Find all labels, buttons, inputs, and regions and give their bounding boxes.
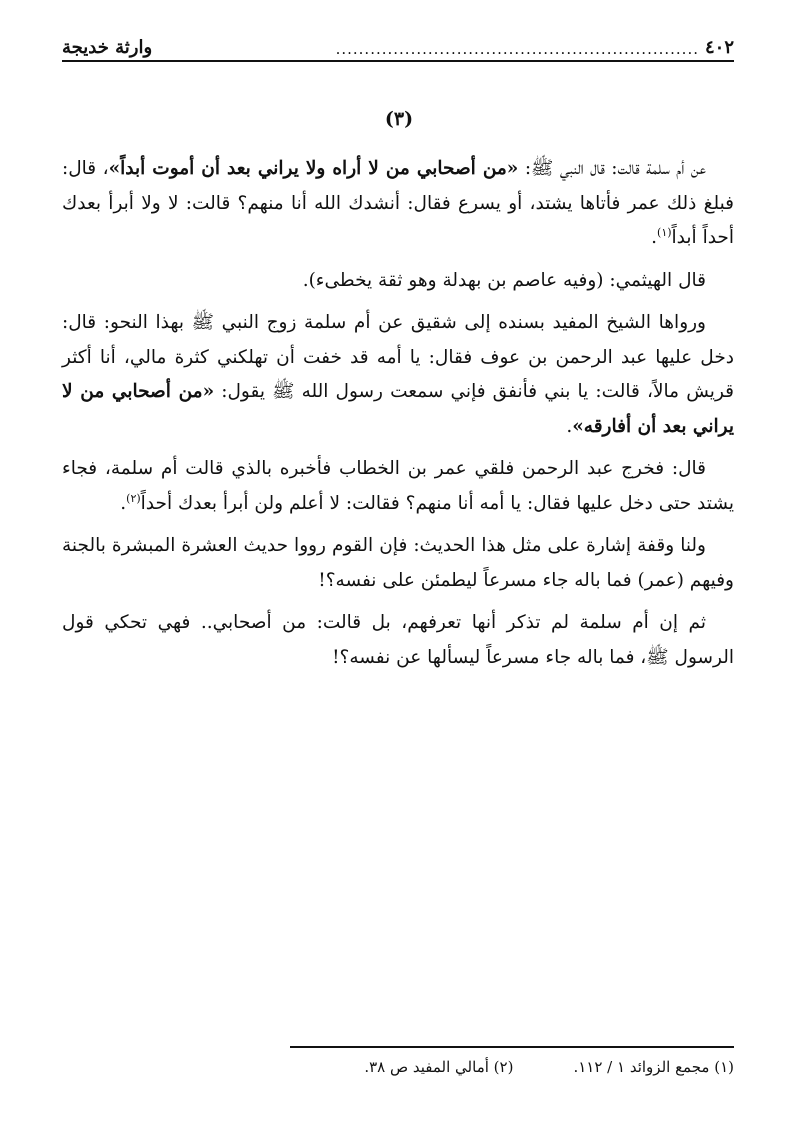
footnote-2: (٢) أمالي المفيد ص ٣٨. [364, 1058, 514, 1076]
paragraph-end: . [651, 227, 658, 248]
paragraph-text: قال: فخرج عبد الرحمن فلقي عمر بن الخطاب فأخبره بالذي قالت أم سلمة، فجاء يشتد حتى دخل عليها فقال: يا أمه أنا منهم؟ فقالت: لا أعلم ولن أبرأ بعدك أحداً [62, 458, 734, 514]
paragraph-text: ورواها الشيخ المفيد بسنده إلى شقيق عن أم سلمة زوج النبي ﷺ بهذا النحو: قال: دخل عليها عبد الرحمن بن عوف فقال: يا أمه قد خفت أن تهلكني كثرة مالي، أنا أكثر قريش مالاً، قالت: يا بني فأنفق فإني سمعت رسول الله ﷺ يقول: [62, 312, 734, 402]
footnote-ref: (٢) [126, 491, 141, 505]
main-text [62, 152, 734, 683]
paragraph [62, 152, 734, 256]
paragraph-text: قال الهيثمي: (وفيه عاصم بن بهدلة وهو ثقة يخطىء). [302, 269, 706, 291]
hadith-quote: «من أصحابي من لا يراني بعد أن أفارقه» [62, 381, 734, 437]
footnote-ref: (١) [657, 225, 672, 239]
paragraph [62, 606, 734, 675]
header-dot-leader: ............................................................... [335, 40, 699, 58]
running-header [62, 28, 734, 58]
footnote-rule [290, 1046, 734, 1048]
paragraph [62, 306, 734, 444]
footnote-1: (١) مجمع الزوائد ١ / ١١٢. [573, 1058, 734, 1076]
paragraph-intro: عن أم سلمة قالت: قال النبي ﷺ: [518, 158, 706, 179]
paragraph-text: ، قال: فبلغ ذلك عمر فأتاها يشتد، أو يسرع فقال: أنشدك الله أنا منهم؟ قالت: لا ولا أبرأ بعدك أحداً أبداً [62, 158, 734, 248]
paragraph [62, 529, 734, 598]
footnotes [62, 1058, 734, 1076]
hadith-quote: «من أصحابي من لا أراه ولا يراني بعد أن أموت أبداً» [108, 158, 519, 179]
page-number: ٤٠٢ [704, 37, 734, 58]
paragraph-text: ثم إن أم سلمة لم تذكر أنها تعرفهم، بل قالت: من أصحابي.. فهي تحكي قول الرسول ﷺ، فما باله جاء مسرعاً ليسألها عن نفسه؟! [62, 612, 734, 668]
header-rule [62, 60, 734, 62]
section-number: (٣) [384, 108, 414, 130]
paragraph [62, 264, 734, 299]
paragraph-end: . [120, 492, 127, 514]
book-title: وارثة خديجة [62, 37, 153, 58]
paragraph [62, 452, 734, 521]
paragraph-text: ولنا وقفة إشارة على مثل هذا الحديث: فإن القوم رووا حديث العشرة المبشرة بالجنة وفيهم (عمر) فما باله جاء مسرعاً ليطمئن على نفسه؟! [62, 535, 734, 591]
paragraph-end: . [566, 415, 573, 437]
